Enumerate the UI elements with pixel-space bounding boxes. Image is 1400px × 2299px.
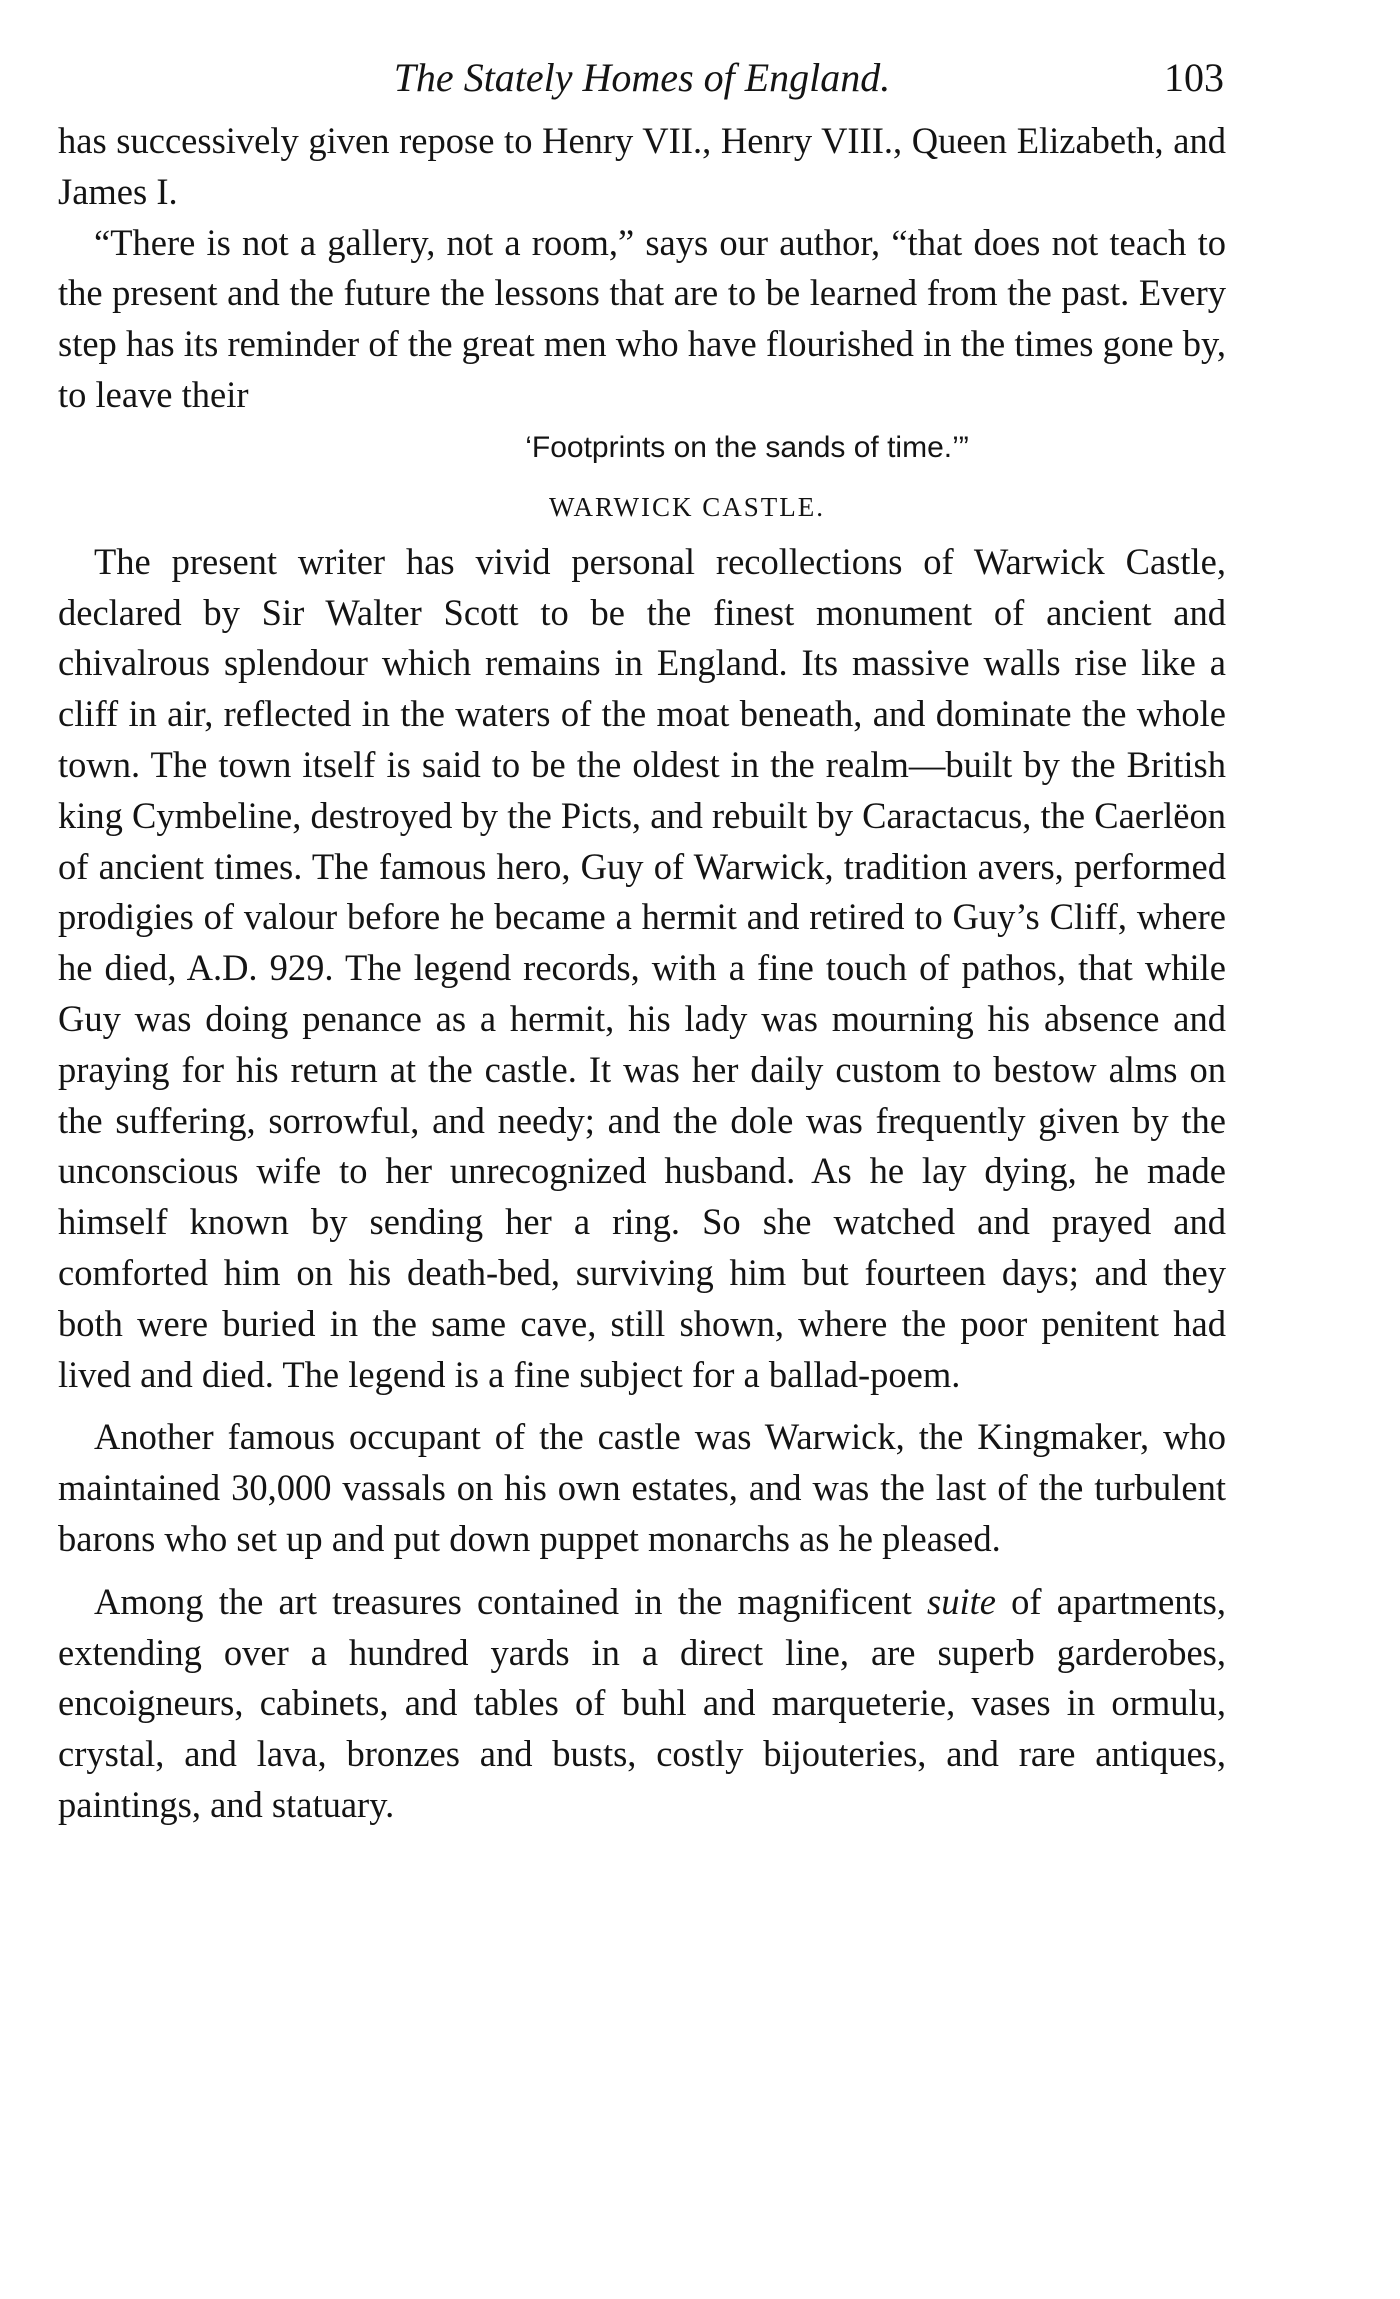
italic-word-suite: suite [927, 1580, 996, 1622]
paragraph-continuation: has successively given repose to Henry VII., Henry VIII., Queen Elizabeth, and James I. [58, 120, 1226, 212]
art-treasures-text-start: Among the art treasures contained in the magnificent [94, 1580, 928, 1622]
book-page [58, 48, 1226, 1831]
paragraph-author-quote: “There is not a gallery, not a room,” says our author, “that does not teach to the present and the future the lessons that are to be learned from the past. Every step has its reminder of the great men who have flourished in the times gone by, to leave their [58, 221, 1226, 415]
page-number: 103 [1164, 55, 1224, 100]
running-header [58, 48, 1226, 108]
art-treasures-text-end: of apartments, extending over a hundred yards in a direct line, are superb garderobes, encoigneurs, cabinets, and tables of buhl and marqueterie, vases in ormulu, crystal, and lava, bronzes and busts, costly bijouteries, and rare antiques, paintings, and statuary. [58, 1580, 1226, 1825]
quoted-verse-line: ‘Footprints on the sands of time.’” [525, 430, 969, 464]
running-title: The Stately Homes of England. [393, 55, 891, 100]
paragraph-art-treasures [58, 1577, 1226, 1831]
section-heading: WARWICK CASTLE. [549, 491, 825, 522]
paragraph-kingmaker: Another famous occupant of the castle was Warwick, the Kingmaker, who maintained 30,000 vassals on his own estates, and was the last of the turbulent barons who set up and put down puppet monarchs as he pleased. [58, 1416, 1226, 1559]
paragraph-warwick-castle: The present writer has vivid personal recollections of Warwick Castle, declared by Sir Walter Scott to be the finest monument of ancient and chivalrous splendour which remains in England. Its massive walls rise like a cliff in air, reflected in the waters of the moat beneath, and dominate the whole town. The town itself is said to be the oldest in the realm—built by the British king Cymbeline, destroyed by the Picts, and rebuilt by Caractacus, the Caerlëon of ancient times. The famous hero, Guy of Warwick, tradition avers, performed prodigies of valour before he became a hermit and retired to Guy’s Cliff, where he died, A.D. 929. The legend records, with a fine touch of pathos, that while Guy was doing penance as a hermit, his lady was mourning his absence and praying for his return at the castle. It was her daily custom to bestow alms on the suffering, sorrowful, and needy; and the dole was frequently given by the unconscious wife to her unrecognized husband. As he lay dying, he made himself known by sending her a ring. So she watched and prayed and comforted him on his death-bed, surviving him but fourteen days; and they both were buried in the same cave, still shown, where the poor penitent had lived and died. The legend is a fine subject for a ballad-poem. [58, 540, 1226, 1395]
